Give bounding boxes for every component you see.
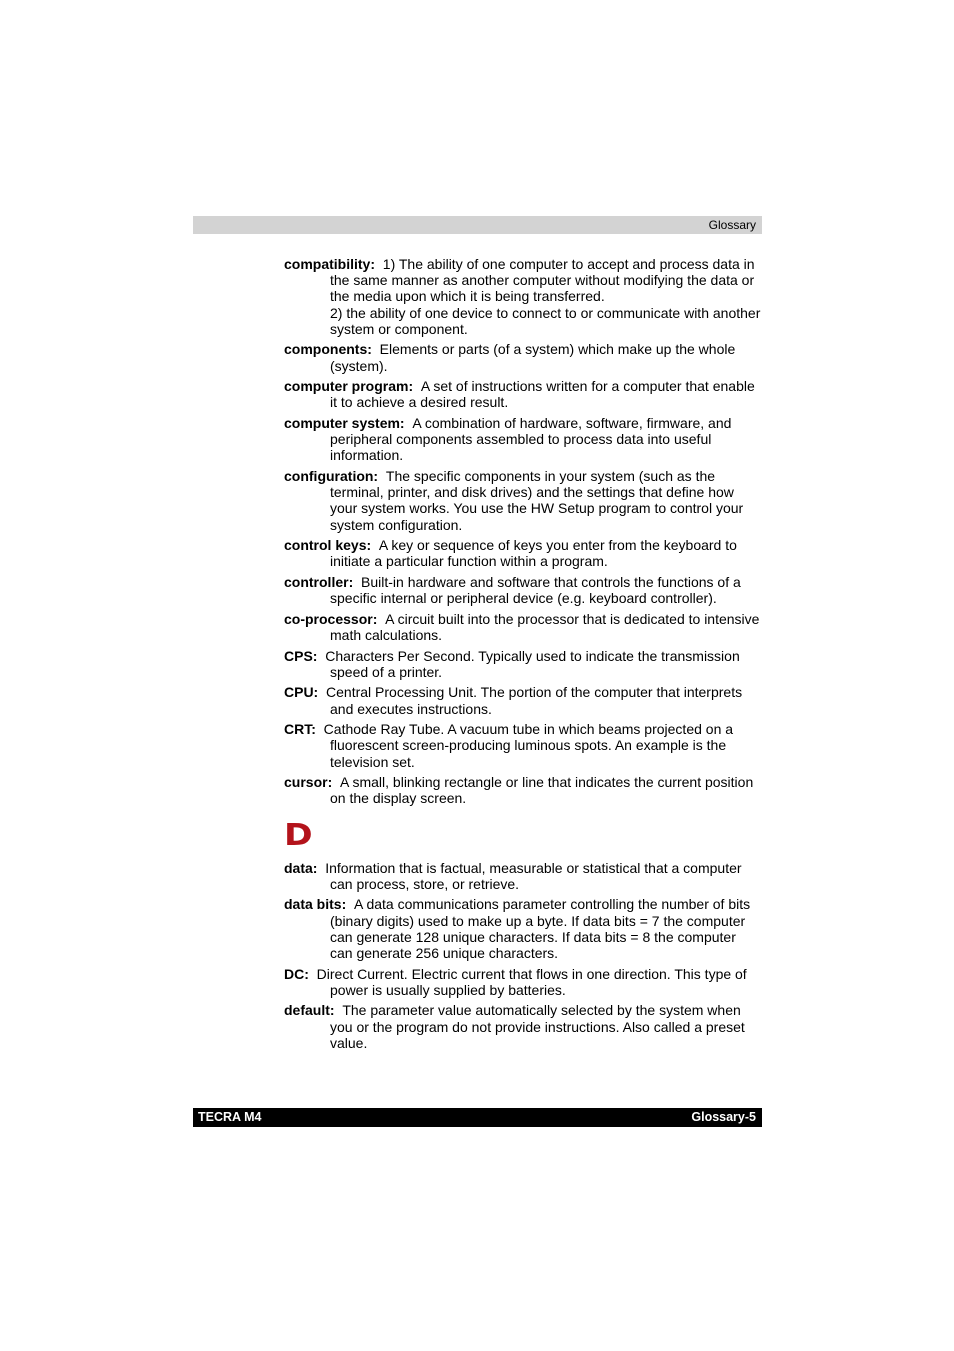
page-footer-bar (193, 1108, 762, 1127)
glossary-definition: Direct Current. Electric current that flows in one direction. This type of power is usually supplied by batteries. (316, 965, 747, 998)
footer-page-number: Glossary-5 (691, 1110, 756, 1124)
glossary-term: control keys: (284, 537, 372, 554)
glossary-entry-cursor (284, 774, 762, 806)
glossary-entry-co-processor (284, 611, 762, 643)
glossary-term: data bits: (284, 896, 347, 913)
glossary-entry-control-keys (284, 537, 762, 569)
footer-product-name: TECRA M4 (198, 1110, 262, 1124)
glossary-term: computer program: (284, 378, 414, 395)
glossary-term: CPS: (284, 647, 318, 664)
glossary-definition: A key or sequence of keys you enter from the keyboard to initiate a particular function within a program. (330, 537, 737, 570)
glossary-term: controller: (284, 574, 354, 590)
glossary-definition: A data communications parameter controlling the number of bits (binary digits) used to make up a byte. If data bits = 7 the computer can generate 128 unique characters. If data bits = 8 the computer can generate 256 unique characters. (330, 896, 751, 961)
glossary-entry-data (284, 860, 762, 892)
glossary-entry-components (284, 341, 762, 373)
glossary-definition: Cathode Ray Tube. A vacuum tube in which beams projected on a fluorescent screen-producing luminous spots. An example is the television set. (323, 721, 734, 770)
glossary-term: computer system: (284, 415, 405, 431)
glossary-definition: Information that is factual, measurable or statistical that a computer can process, store, or retrieve. (325, 859, 742, 892)
glossary-definition: A circuit built into the processor that is dedicated to intensive math calculations. (330, 610, 760, 643)
glossary-entry-crt (284, 721, 762, 770)
glossary-term: co-processor: (284, 610, 378, 627)
glossary-term: default: (284, 1002, 335, 1019)
glossary-definition: Central Processing Unit. The portion of the computer that interprets and executes instructions. (326, 684, 743, 717)
glossary-entry-cpu (284, 684, 762, 716)
glossary-entry-computer-program (284, 378, 762, 410)
glossary-entry-controller (284, 574, 762, 606)
glossary-definition: Elements or parts (of a system) which make up the whole (system). (330, 341, 736, 374)
glossary-definition: Characters Per Second. Typically used to indicate the transmission speed of a printer. (325, 647, 740, 680)
glossary-term: cursor: (284, 774, 333, 791)
glossary-term: compatibility: (284, 256, 376, 272)
glossary-term: components: (284, 341, 372, 358)
glossary-entry-compatibility (284, 256, 762, 337)
glossary-definition: Built-in hardware and software that controls the functions of a specific internal or peripheral device (e.g. keyboard controller). (330, 574, 741, 607)
glossary-definition: 1) The ability of one computer to accept and process data in the same manner as another computer without modifying the data or the media upon which it is being transferred. (330, 256, 755, 305)
section-letter-heading: D (284, 817, 313, 853)
glossary-entry-data-bits (284, 896, 762, 961)
glossary-definition: A small, blinking rectangle or line that indicates the current position on the display screen. (330, 774, 754, 807)
glossary-definition: A combination of hardware, software, firmware, and peripheral components assembled to process data into useful information. (330, 415, 732, 464)
glossary-term: configuration: (284, 468, 379, 484)
glossary-content (284, 256, 762, 1055)
glossary-term: DC: (284, 965, 309, 982)
glossary-entry-cps (284, 648, 762, 680)
glossary-definition: A set of instructions written for a computer that enable it to achieve a desired result. (330, 378, 755, 411)
glossary-entry-computer-system (284, 415, 762, 464)
header-section-label: Glossary (708, 218, 756, 232)
glossary-term: CRT: (284, 721, 316, 738)
glossary-entry-default (284, 1002, 762, 1051)
glossary-definition: The parameter value automatically selected by the system when you or the program do not provide instructions. Also called a preset value. (330, 1002, 745, 1051)
glossary-entry-configuration (284, 468, 762, 533)
glossary-term: data: (284, 859, 318, 876)
glossary-definition-continued: 2) the ability of one device to connect to or communicate with another system or component. (330, 304, 761, 337)
page-header-bar (193, 216, 762, 234)
glossary-entry-dc (284, 966, 762, 998)
glossary-definition: The specific components in your system (such as the terminal, printer, and disk drives) and the settings that define how your system works. You use the HW Setup program to control your system configuration. (330, 468, 744, 533)
glossary-term: CPU: (284, 684, 319, 701)
